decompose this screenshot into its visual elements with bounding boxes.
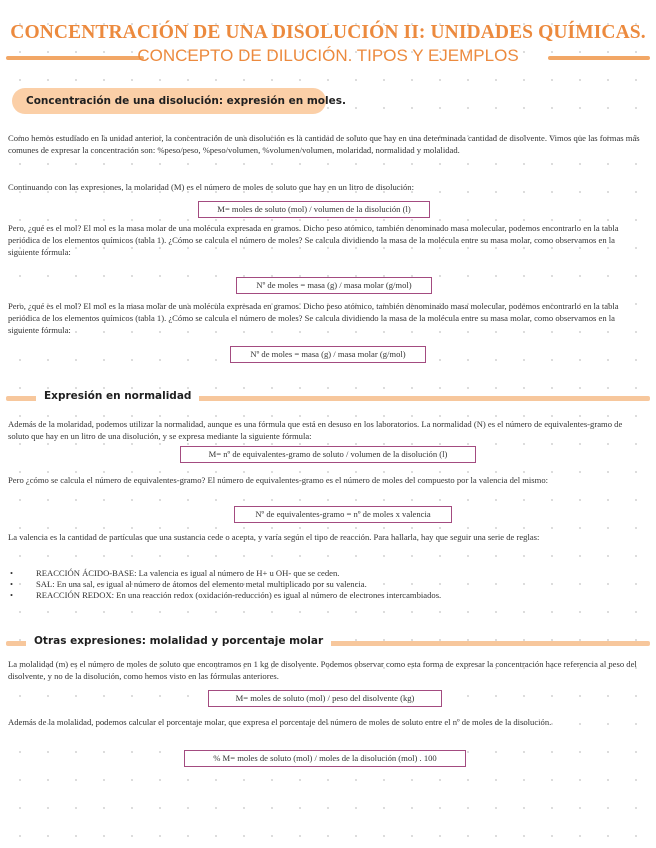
list-item: • REACCIÓN REDOX: En una reacción redox (oxidación-reducción) es igual al número de electrones intercambiados. — [10, 590, 442, 600]
formula-moles: Nº de moles = masa (g) / masa molar (g/mol) — [236, 277, 432, 294]
paragraph: La molalidad (m) es el número de moles de soluto que encontramos en 1 kg de disolvente. Podemos observar como esta forma de expresar la concentración hace referencia al peso del disolvente, y no de la disolución, como hemos visto en las fórmulas anteriores. — [8, 659, 637, 681]
document-title: CONCENTRACIÓN DE UNA DISOLUCIÓN II: UNIDADES QUÍMICAS. — [10, 22, 646, 43]
document-subtitle: CONCEPTO DE DILUCIÓN. TIPOS Y EJEMPLOS — [137, 46, 519, 65]
paragraph: Además de la molalidad, podemos calcular el porcentaje molar, que expresa el porcentaje del número de moles de soluto entre el nº de moles de la disolución. — [8, 717, 552, 727]
formula-molalidad: M= moles de soluto (mol) / peso del disolvente (kg) — [208, 690, 442, 707]
section-heading-moles: Concentración de una disolución: expresión en moles. — [12, 88, 326, 114]
list-item: • REACCIÓN ÁCIDO-BASE: La valencia es igual al número de H+ u OH- que se ceden. — [10, 568, 340, 578]
formula-porcentaje-molar: % M= moles de soluto (mol) / moles de la disolución (mol) . 100 — [184, 750, 466, 767]
paragraph: La valencia es la cantidad de partículas que una sustancia cede o acepta, y varía según el tipo de reacción. Para hallarla, hay que seguir una serie de reglas: — [8, 532, 540, 542]
formula-moles-2: Nº de moles = masa (g) / masa molar (g/mol) — [230, 346, 426, 363]
valencia-rules-list — [10, 568, 630, 601]
formula-equivalentes: Nº de equivalentes-gramo = nº de moles x valencia — [234, 506, 452, 523]
paragraph: Continuando con las expresiones, la molaridad (M) es el número de moles de soluto que hay en un litro de disolución: — [8, 182, 414, 192]
formula-molaridad: M= moles de soluto (mol) / volumen de la disolución (l) — [198, 201, 430, 218]
paragraph: Además de la molaridad, podemos utilizar la normalidad, aunque es una fórmula que está en desuso en los laboratorios. La normalidad (N) es el número de equivalentes-gramo de soluto que hay en un litro de una disolución, y se expresa mediante la siguiente fórmula: — [8, 419, 623, 441]
section-heading-normalidad: Expresión en normalidad — [36, 390, 199, 402]
paragraph: Pero, ¿qué es el mol? El mol es la masa molar de una molécula expresada en gramos. Dicho peso atómico, también denominado masa molecular, podemos encontrarlo en la tabla periódica de los elementos químicos (tabla 1). ¿Cómo se calcula el número de moles? Se calcula dividiendo la masa de la molécula entre su masa molar, como observamos en la siguiente fórmula: — [8, 223, 619, 257]
paragraph: Pero ¿cómo se calcula el número de equivalentes-gramo? El número de equivalentes-gramo es el número de moles del compuesto por la valencia del mismo: — [8, 475, 549, 485]
section-heading-otras: Otras expresiones: molalidad y porcentaje molar — [26, 635, 331, 647]
paragraph: Como hemos estudiado en la unidad anterior, la concentración de una disolución es la cantidad de soluto que hay en una determinada cantidad de disolvente. Vimos que las formas más comunes de expresar la concentración son: %peso/peso, %peso/volumen, %volumen/volumen, molaridad, normalidad y molalidad. — [8, 133, 640, 155]
formula-normalidad: M= nº de equivalentes-gramo de soluto / volumen de la disolución (l) — [180, 446, 476, 463]
paragraph: Pero, ¿qué es el mol? El mol es la masa molar de una molécula expresada en gramos. Dicho peso atómico, también denominado masa molecular, podemos encontrarlo en la tabla periódica de los elementos químicos (tabla 1). ¿Cómo se calcula el número de moles? Se calcula dividiendo la masa de la molécula entre su masa molar, como observamos en la siguiente fórmula: — [8, 301, 619, 335]
list-item: • SAL: En una sal, es igual al número de átomos del elemento metal multiplicado por su valencia. — [10, 579, 367, 589]
